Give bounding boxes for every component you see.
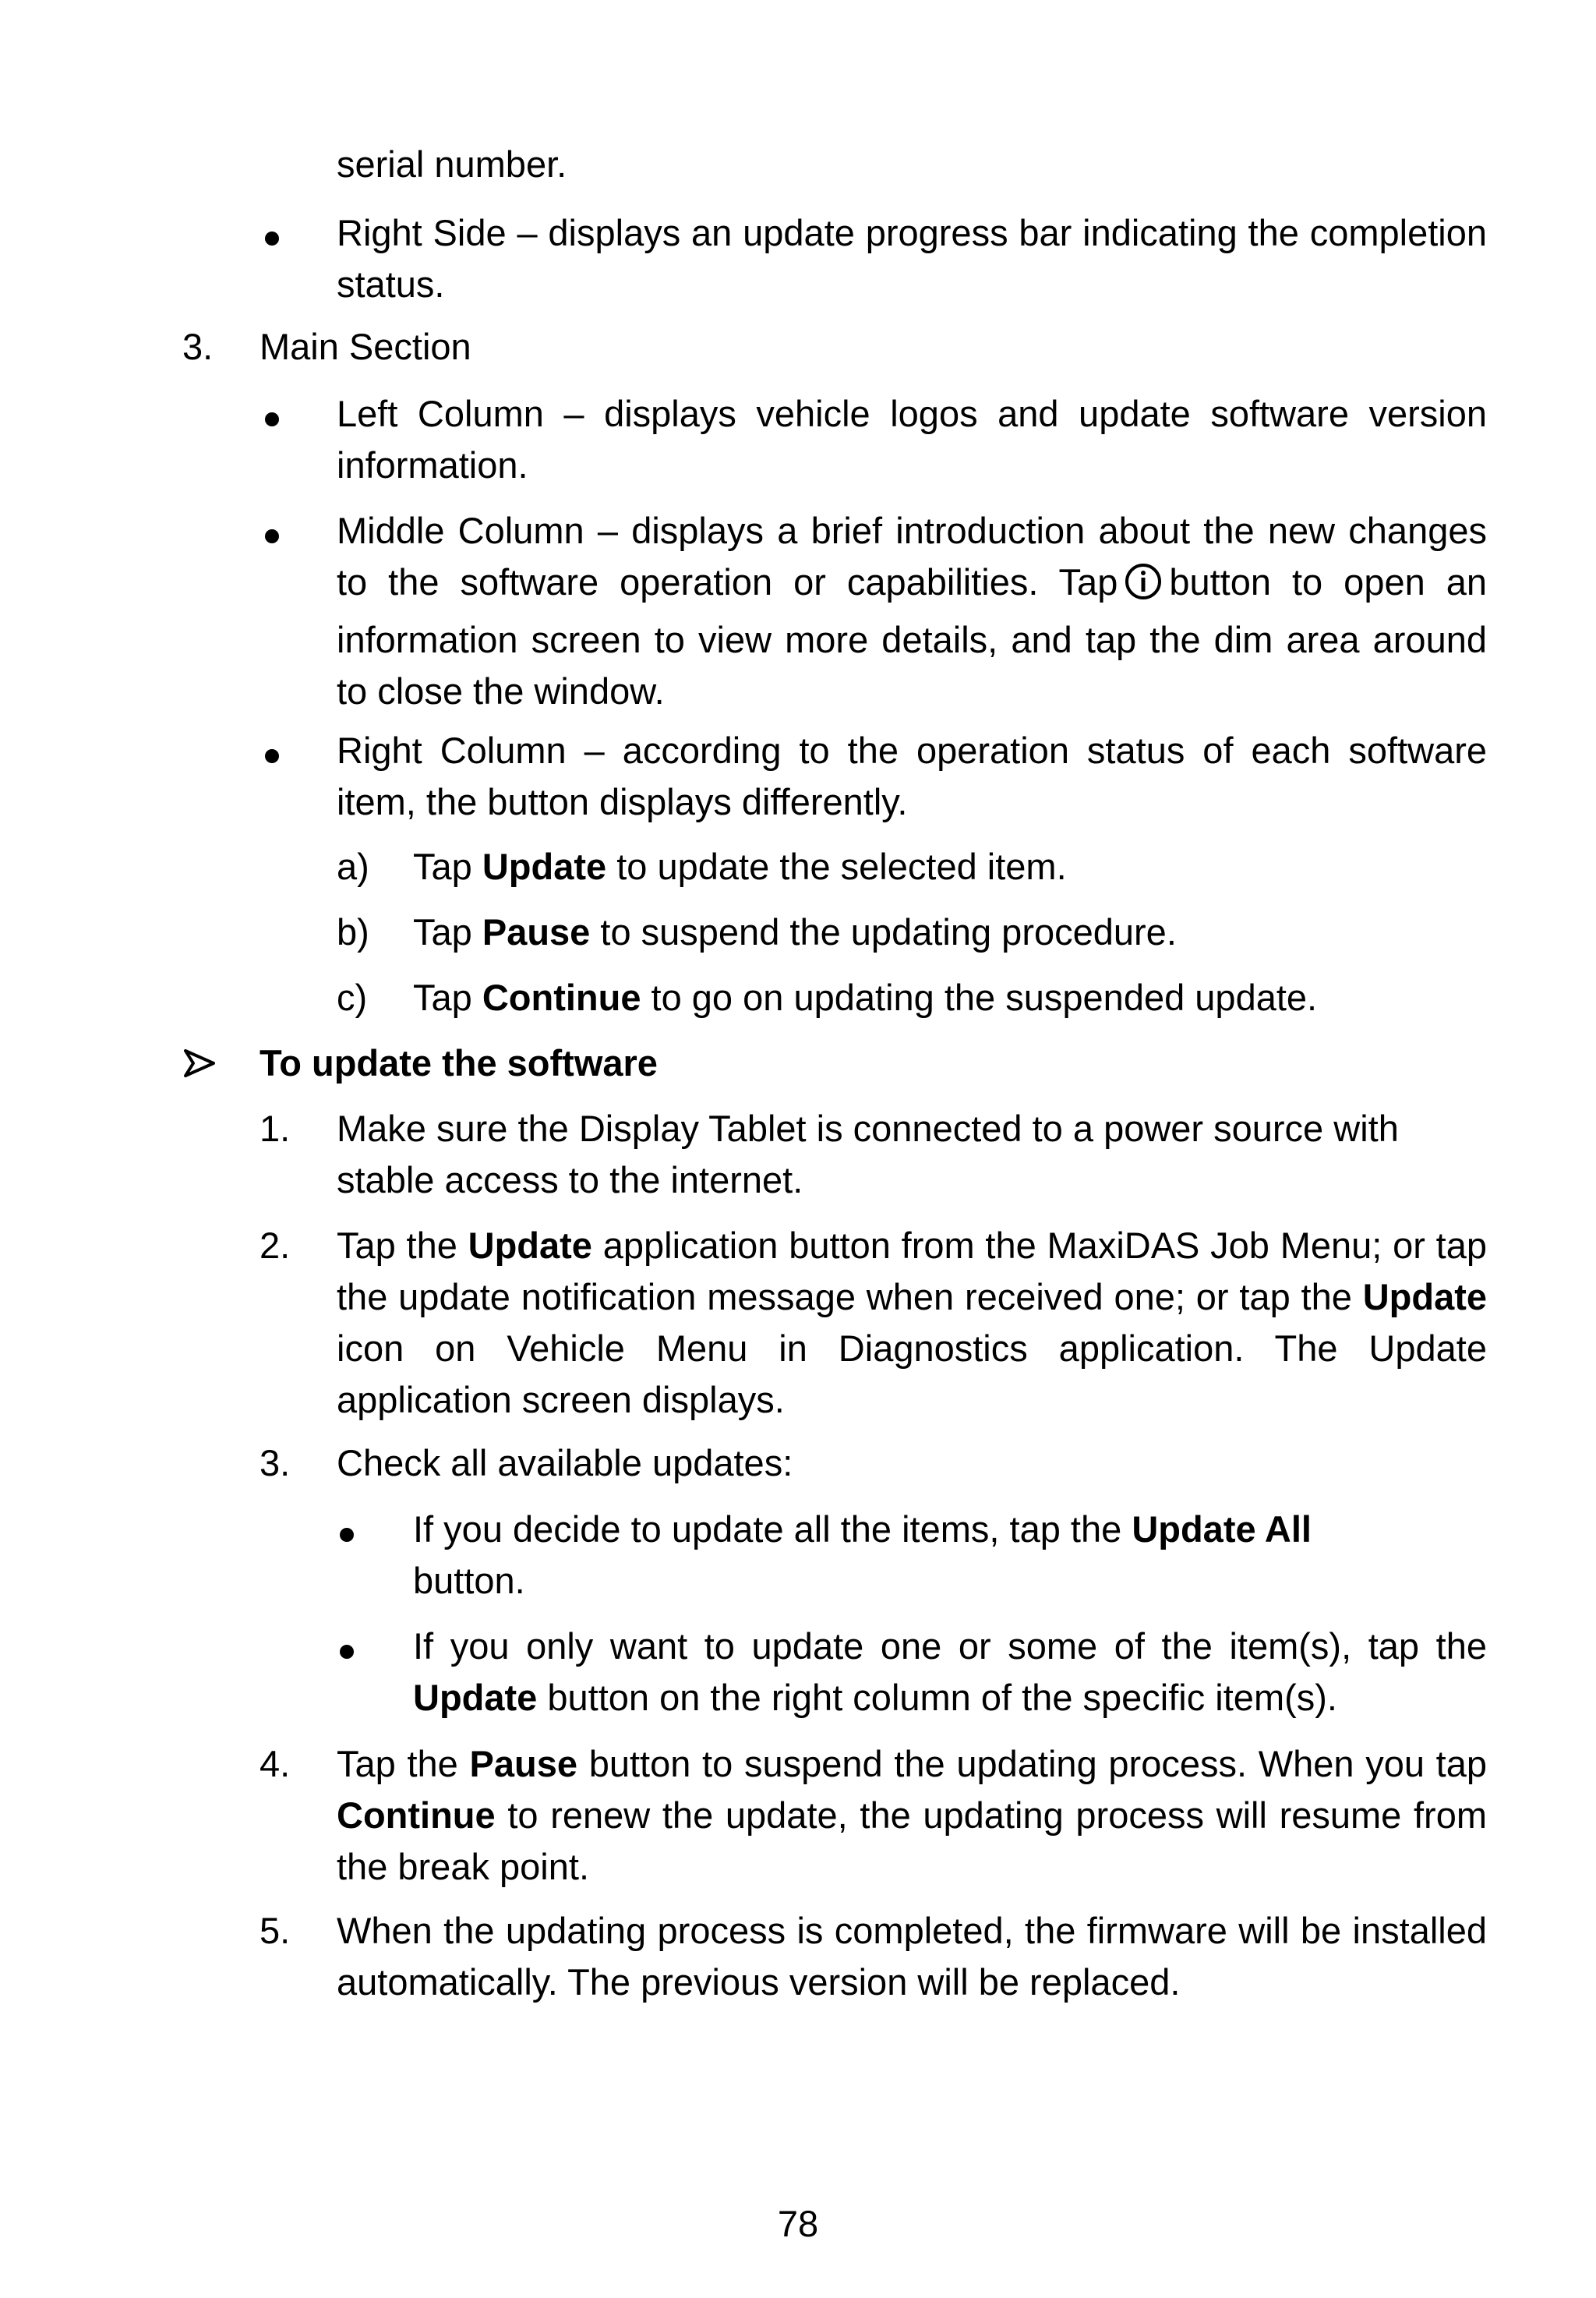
sub-item-letter: a) bbox=[337, 846, 369, 887]
middle-column-text bbox=[337, 505, 1487, 717]
bullet-icon bbox=[340, 1621, 354, 1672]
sub-item-letter: c) bbox=[337, 977, 368, 1018]
main-section-number: 3. bbox=[182, 326, 214, 367]
step-number: 3. bbox=[260, 1442, 291, 1483]
step-number: 2. bbox=[260, 1225, 291, 1266]
right-column-text: Right Column – according to the operation status of each software item, the button displays differently. bbox=[337, 730, 1487, 822]
bullet-icon bbox=[265, 388, 279, 440]
bullet-icon bbox=[265, 505, 279, 557]
step-number: 5. bbox=[260, 1910, 291, 1951]
step-text: Tap the Update application button from the MaxiDAS Job Menu; or tap the update notification message when received one; or tap the Update icon on Vehicle Menu in Diagnostics application. The Update application screen displays. bbox=[337, 1225, 1487, 1420]
step-text: Check all available updates: bbox=[337, 1442, 793, 1483]
left-column-text: Left Column – displays vehicle logos and update software version information. bbox=[337, 393, 1487, 486]
bullet-icon bbox=[265, 725, 279, 776]
procedure-title: To update the software bbox=[260, 1042, 658, 1084]
middle-column-text-before: Middle Column – displays a brief introduction about the new changes to the software operation or capabilities. Tap bbox=[337, 510, 1487, 603]
bullet-icon bbox=[265, 207, 279, 259]
sub-item-letter: b) bbox=[337, 911, 369, 953]
right-side-text bbox=[337, 207, 1487, 310]
middle-column-text-after: button to open an information screen to view more details, and tap the dim area around to close the window. bbox=[337, 561, 1487, 712]
step-text: Make sure the Display Tablet is connected to a power source with stable access to the internet. bbox=[337, 1108, 1399, 1200]
step-number: 4. bbox=[260, 1743, 291, 1784]
sub-item-text: Tap Pause to suspend the updating procedure. bbox=[413, 911, 1177, 953]
step-3-bullet-text: If you decide to update all the items, tap the Update All button. bbox=[413, 1508, 1312, 1601]
step-text: When the updating process is completed, the firmware will be installed automatically. The previous version will be replaced. bbox=[337, 1910, 1487, 2003]
bullet-icon bbox=[340, 1504, 354, 1555]
right-side-label: Right Side bbox=[337, 212, 507, 253]
sub-item-text: Tap Continue to go on updating the suspended update. bbox=[413, 977, 1318, 1018]
serial-number-text: serial number. bbox=[337, 143, 567, 185]
step-text: Tap the Pause button to suspend the updating process. When you tap Continue to renew the update, the updating process will resume from the break point. bbox=[337, 1743, 1488, 1887]
page-number: 78 bbox=[777, 2203, 819, 2244]
step-3-bullet-text: If you only want to update one or some of the item(s), tap the Update button on the right column of the specific item(s). bbox=[413, 1625, 1487, 1718]
main-section-title: Main Section bbox=[260, 326, 471, 367]
info-icon bbox=[1124, 562, 1163, 614]
arrow-bullet-icon bbox=[182, 1038, 217, 1102]
right-side-description: – displays an update progress bar indicating the completion status. bbox=[337, 212, 1487, 305]
sub-item-text: Tap Update to update the selected item. bbox=[413, 846, 1067, 887]
step-number: 1. bbox=[260, 1108, 291, 1149]
